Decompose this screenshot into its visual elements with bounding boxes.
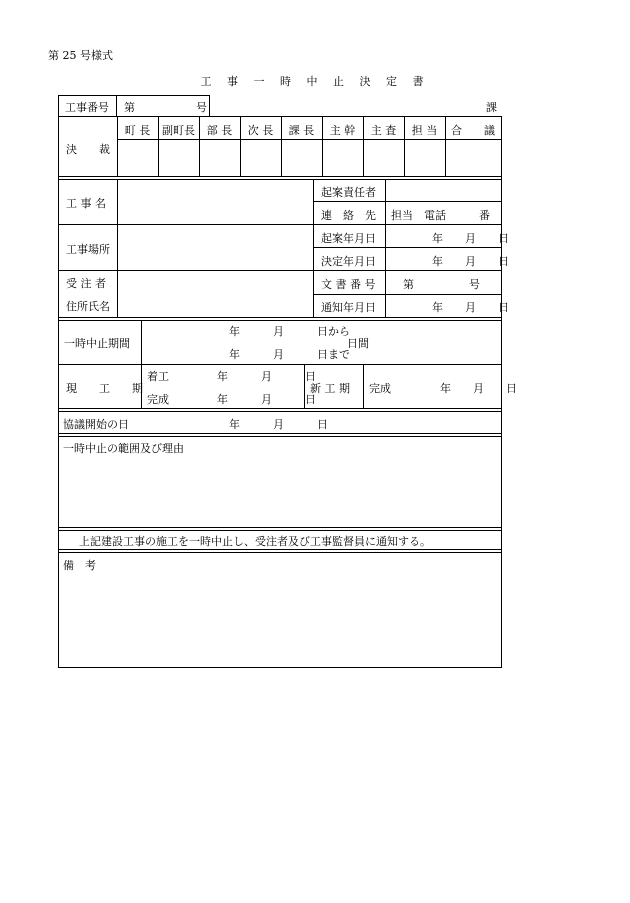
rule bbox=[59, 320, 501, 321]
col-shukan: 主 幹 bbox=[329, 124, 356, 137]
col-tanto: 担 当 bbox=[411, 124, 438, 137]
col-bucho: 部 長 bbox=[206, 124, 233, 137]
rule bbox=[59, 408, 501, 409]
kyogi-date: 年 月 日 bbox=[229, 418, 328, 431]
current-period-label: 現 工 期 bbox=[66, 382, 143, 395]
koji-bango-label: 工事番号 bbox=[65, 101, 109, 114]
new-period-label: 新 工 期 bbox=[310, 382, 350, 395]
juchusha-label: 受 注 者 bbox=[66, 277, 106, 290]
bunsho-bango-value: 第 号 bbox=[403, 278, 480, 291]
renrakusaki-label: 連 絡 先 bbox=[321, 209, 376, 222]
end-label: 完成 bbox=[147, 393, 169, 406]
tsuchi-date-value: 年 月 日 bbox=[432, 301, 509, 314]
tanto-denwa-value: 担当 電話 番 bbox=[391, 209, 490, 222]
bunsho-bango-label: 文 書 番 号 bbox=[321, 278, 376, 291]
document-title: 工 事 一 時 中 止 決 定 書 bbox=[200, 75, 430, 88]
rule bbox=[59, 179, 501, 180]
rule bbox=[59, 530, 501, 531]
form-frame bbox=[58, 116, 517, 668]
koji-mei-label: 工 事 名 bbox=[66, 197, 106, 210]
col-kacho: 課 長 bbox=[288, 124, 315, 137]
header-row bbox=[58, 95, 502, 116]
rule bbox=[59, 270, 501, 271]
rule bbox=[59, 527, 501, 528]
kian-sekininsha-label: 起案責任者 bbox=[321, 186, 376, 199]
notice-text: 上記建設工事の施工を一時中止し、受注者及び工事監督員に通知する。 bbox=[79, 535, 431, 548]
new-end-date: 年 月 日 bbox=[440, 382, 517, 395]
kettei-date-value: 年 月 日 bbox=[432, 255, 509, 268]
suspension-label: 一時中止期間 bbox=[64, 337, 130, 350]
col-shusa: 主 査 bbox=[370, 124, 397, 137]
rule bbox=[59, 176, 501, 177]
suspension-days: 日間 bbox=[347, 337, 369, 350]
rule bbox=[59, 317, 501, 318]
suspension-from: 年 月 日から bbox=[229, 325, 350, 338]
kessai-header-line bbox=[117, 139, 501, 140]
tsuchi-date-label: 通知年月日 bbox=[321, 301, 376, 314]
rule bbox=[59, 224, 501, 225]
col-fukuchocho: 副町長 bbox=[162, 124, 195, 137]
kyogi-label: 協議開始の日 bbox=[63, 418, 129, 431]
kessai-label: 決 裁 bbox=[66, 143, 110, 156]
rule bbox=[313, 294, 501, 295]
rule bbox=[313, 247, 501, 248]
dai-label: 第 bbox=[124, 101, 135, 114]
go-label: 号 bbox=[196, 101, 207, 114]
end-date: 年 月 日 bbox=[217, 393, 316, 406]
header-divider bbox=[116, 95, 117, 116]
rule bbox=[59, 433, 501, 434]
rule bbox=[313, 201, 501, 202]
rule bbox=[59, 552, 501, 553]
suspension-to: 年 月 日まで bbox=[229, 348, 350, 361]
reason-label: 一時中止の範囲及び理由 bbox=[63, 442, 184, 455]
rule bbox=[141, 321, 142, 364]
rule bbox=[59, 411, 501, 412]
kettei-date-label: 決定年月日 bbox=[321, 255, 376, 268]
start-label: 着工 bbox=[147, 370, 169, 383]
rule bbox=[59, 549, 501, 550]
remarks-label: 備 考 bbox=[63, 559, 96, 572]
kian-date-label: 起案年月日 bbox=[321, 232, 376, 245]
new-end-label: 完成 bbox=[369, 382, 391, 395]
koji-basho-label: 工事場所 bbox=[66, 243, 110, 256]
rule bbox=[363, 365, 364, 408]
rule bbox=[117, 180, 118, 318]
rule bbox=[59, 364, 501, 365]
jusho-shimei-label: 住所氏名 bbox=[66, 300, 110, 313]
ka-label: 課 bbox=[486, 101, 497, 114]
rule bbox=[59, 436, 501, 437]
col-jicho: 次 長 bbox=[247, 124, 274, 137]
start-date: 年 月 日 bbox=[217, 370, 316, 383]
kian-date-value: 年 月 日 bbox=[432, 232, 509, 245]
form-number: 第 25 号様式 bbox=[48, 49, 113, 62]
col-chocho: 町 長 bbox=[124, 124, 151, 137]
col-gogi: 合 議 bbox=[451, 124, 495, 137]
